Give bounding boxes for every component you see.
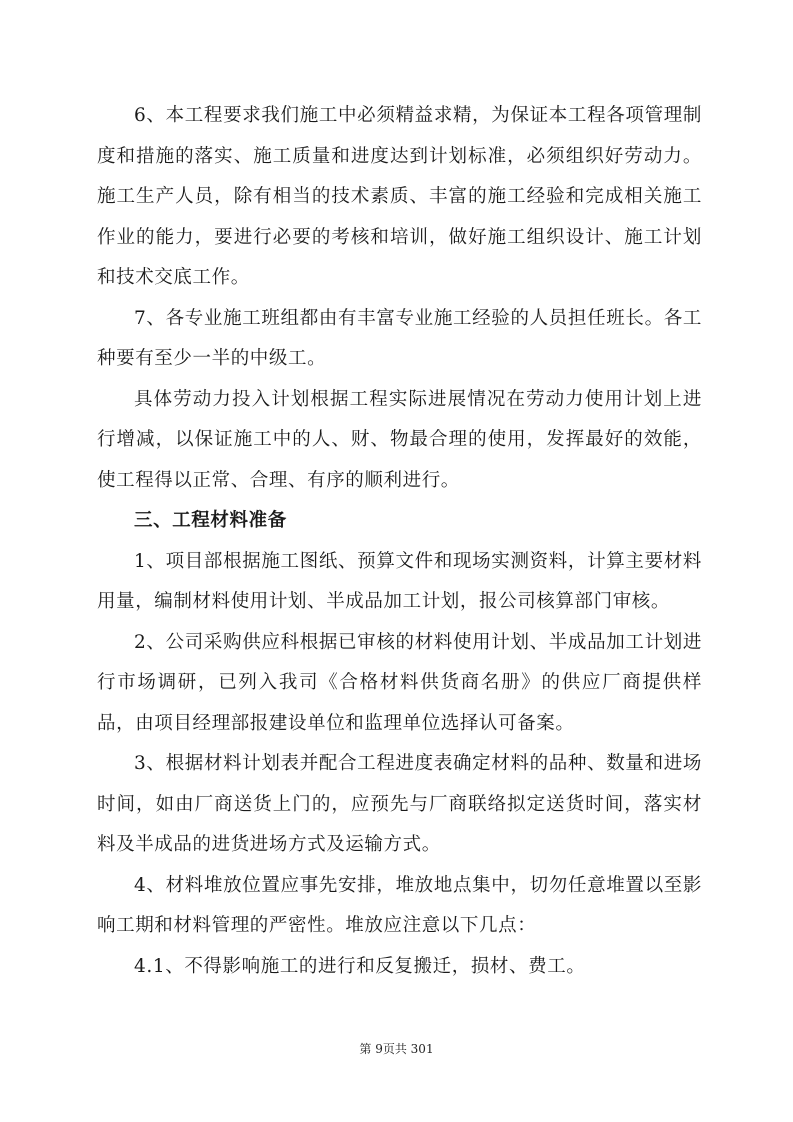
paragraph-labor-plan: 具体劳动力投入计划根据工程实际进展情况在劳动力使用计划上进行增减，以保证施工中的人、财、物最合理的使用，发挥最好的效能，使工程得以正常、合理、有序的顺利进行。 <box>97 388 702 491</box>
document-body <box>97 96 702 987</box>
paragraph-item-7: 7、各专业施工班组都由有丰富专业施工经验的人员担任班长。各工种要有至少一半的中级工。 <box>97 307 702 369</box>
section-heading-materials: 三、工程材料准备 <box>134 510 287 531</box>
paragraph-item-2: 2、公司采购供应科根据已审核的材料使用计划、半成品加工计划进行市场调研，已列入我司《合格材料供货商名册》的供应厂商提供样品，由项目经理部报建设单位和监理单位选择认可备案。 <box>97 631 702 734</box>
paragraph-item-6: 6、本工程要求我们施工中必须精益求精，为保证本工程各项管理制度和措施的落实、施工质量和进度达到计划标准，必须组织好劳动力。施工生产人员，除有相当的技术素质、丰富的施工经验和完成相关施工作业的能力，要进行必要的考核和培训，做好施工组织设计、施工计划和技术交底工作。 <box>97 105 702 288</box>
paragraph-item-4: 4、材料堆放位置应事先安排，堆放地点集中，切勿任意堆置以至影响工期和材料管理的严密性。堆放应注意以下几点： <box>97 874 702 936</box>
paragraph-item-3: 3、根据材料计划表并配合工程进度表确定材料的品种、数量和进场时间，如由厂商送货上门的，应预先与厂商联络拟定送货时间，落实材料及半成品的进货进场方式及运输方式。 <box>97 753 702 855</box>
paragraph-item-1: 1、项目部根据施工图纸、预算文件和现场实测资料，计算主要材料用量，编制材料使用计划、半成品加工计划，报公司核算部门审核。 <box>97 550 702 612</box>
page-footer: 第 9页共 301 <box>359 1042 434 1056</box>
paragraph-item-4-1: 4.1、不得影响施工的进行和反复搬迁，损材、费工。 <box>134 955 586 977</box>
